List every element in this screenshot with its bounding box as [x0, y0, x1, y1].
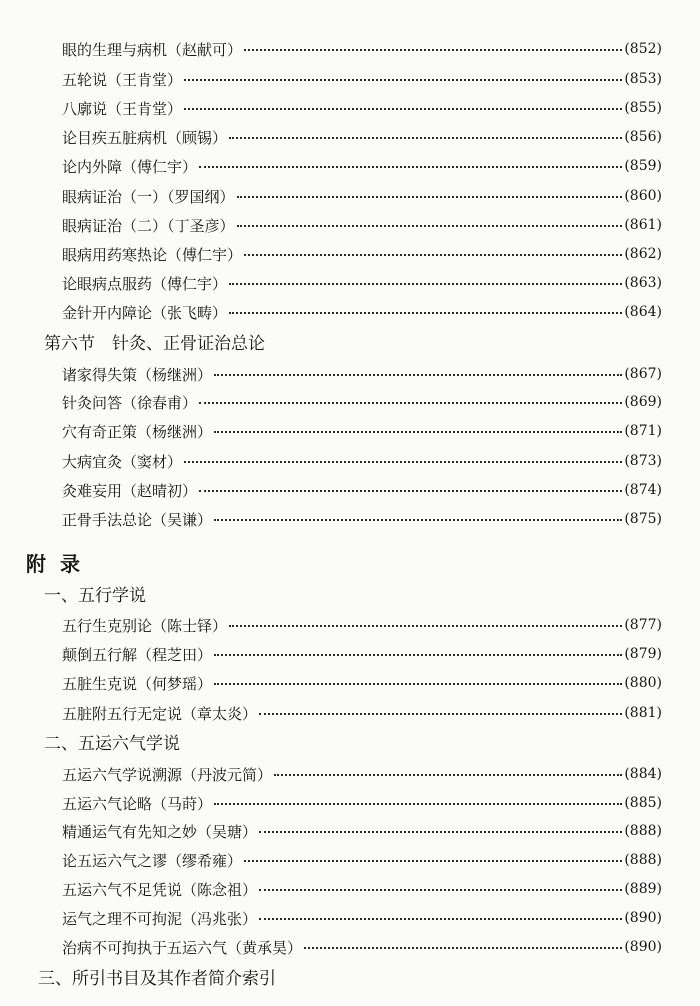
- entry-page: (853): [624, 71, 662, 87]
- entry-title: 论眼病点服药（傅仁宇）: [62, 274, 228, 293]
- entry-title: 五运六气不足凭说（陈念祖）: [62, 880, 258, 899]
- toc-entry: [62, 700, 662, 726]
- leader-dots: [199, 490, 622, 492]
- leader-dots: [229, 283, 622, 285]
- leader-dots: [214, 374, 622, 376]
- toc-entry: [62, 477, 662, 503]
- entry-page: (879): [624, 646, 662, 662]
- toc-entry: [62, 212, 662, 238]
- toc-entry: [62, 241, 662, 267]
- entry-page: (852): [624, 41, 662, 57]
- toc-entry: [62, 670, 662, 696]
- entry-page: (862): [624, 246, 662, 262]
- leader-dots: [244, 254, 622, 256]
- toc-entry: [62, 641, 662, 667]
- entry-title: 眼的生理与病机（赵献可）: [62, 40, 243, 59]
- entry-title: 眼病证治（二）（丁圣彦）: [62, 216, 235, 235]
- toc-entry: [62, 905, 662, 931]
- entry-title: 精通运气有先知之妙（吴瑭）: [62, 822, 258, 841]
- toc-entry: [62, 818, 662, 844]
- toc-entry: [62, 876, 662, 902]
- leader-dots: [244, 860, 622, 862]
- entry-page: (881): [624, 705, 662, 721]
- leader-dots: [244, 49, 622, 51]
- entry-page: (875): [624, 511, 662, 527]
- entry-page: (873): [624, 453, 662, 469]
- leader-dots: [184, 79, 622, 81]
- entry-page: (859): [624, 158, 662, 174]
- entry-title: 灸难妄用（赵晴初）: [62, 481, 198, 500]
- leader-dots: [229, 625, 622, 627]
- toc-entry: [62, 612, 662, 638]
- entry-title: 正骨手法总论（吴谦）: [62, 510, 213, 529]
- toc-entry: [62, 95, 662, 121]
- entry-title: 论内外障（傅仁宇）: [62, 157, 198, 176]
- toc-entry: [62, 790, 662, 816]
- entry-title: 论目疾五脏病机（顾锡）: [62, 128, 228, 147]
- toc-entry: [62, 448, 662, 474]
- toc-entry: [62, 153, 662, 179]
- toc-entry: [62, 418, 662, 444]
- toc-entry: [62, 36, 662, 62]
- part-heading: 三、所引书目及其作者简介索引: [38, 969, 276, 989]
- entry-page: (888): [624, 852, 662, 868]
- entry-title: 治病不可拘执于五运六气（黄承昊）: [62, 938, 303, 957]
- leader-dots: [259, 889, 622, 891]
- entry-title: 金针开内障论（张飞畴）: [62, 303, 228, 322]
- entry-page: (869): [624, 394, 662, 410]
- entry-title: 大病宜灸（窦材）: [62, 452, 183, 471]
- entry-page: (890): [624, 939, 662, 955]
- entry-title: 五运六气论略（马莳）: [62, 794, 213, 813]
- entry-page: (855): [624, 100, 662, 116]
- entry-title: 五脏生克说（何梦瑶）: [62, 674, 213, 693]
- entry-page: (880): [624, 675, 662, 691]
- entry-title: 论五运六气之谬（缪希雍）: [62, 851, 243, 870]
- leader-dots: [214, 803, 622, 805]
- entry-title: 针灸问答（徐春甫）: [62, 393, 198, 412]
- leader-dots: [214, 519, 622, 521]
- entry-title: 五脏附五行无定说（章太炎）: [62, 704, 258, 723]
- leader-dots: [214, 431, 622, 433]
- leader-dots: [259, 918, 622, 920]
- entry-page: (860): [624, 188, 662, 204]
- entry-page: (890): [624, 910, 662, 926]
- toc-entry: [62, 389, 662, 415]
- entry-page: (863): [624, 275, 662, 291]
- leader-dots: [214, 654, 622, 656]
- leader-dots: [199, 166, 622, 168]
- toc-entry: [62, 124, 662, 150]
- entry-title: 诸家得失策（杨继洲）: [62, 365, 213, 384]
- leader-dots: [229, 137, 622, 139]
- toc-entry: [62, 66, 662, 92]
- section-heading: 第六节 针灸、正骨证治总论: [44, 334, 265, 354]
- toc-entry: [62, 847, 662, 873]
- entry-page: (871): [624, 423, 662, 439]
- toc-entry: [62, 361, 662, 387]
- entry-title: 眼病证治（一）（罗国纲）: [62, 187, 235, 206]
- toc-entry: [62, 183, 662, 209]
- part-heading: 一、五行学说: [44, 586, 146, 606]
- entry-title: 运气之理不可拘泥（冯兆张）: [62, 909, 258, 928]
- leader-dots: [199, 402, 622, 404]
- leader-dots: [274, 774, 622, 776]
- entry-title: 颠倒五行解（程芝田）: [62, 645, 213, 664]
- entry-title: 五轮说（王肯堂）: [62, 70, 183, 89]
- entry-page: (856): [624, 129, 662, 145]
- entry-page: (874): [624, 482, 662, 498]
- part-heading: 二、五运六气学说: [44, 734, 180, 754]
- toc-entry: [62, 761, 662, 787]
- leader-dots: [237, 196, 623, 198]
- leader-dots: [229, 312, 622, 314]
- toc-entry: [62, 270, 662, 296]
- entry-page: (877): [624, 617, 662, 633]
- toc-entry: [62, 934, 662, 960]
- leader-dots: [304, 947, 622, 949]
- toc-entry: [62, 299, 662, 325]
- leader-dots: [259, 713, 622, 715]
- entry-page: (889): [624, 881, 662, 897]
- entry-page: (864): [624, 304, 662, 320]
- leader-dots: [184, 461, 622, 463]
- entry-title: 穴有奇正策（杨继洲）: [62, 422, 213, 441]
- leader-dots: [214, 683, 622, 685]
- leader-dots: [259, 831, 622, 833]
- appendix-heading: 附录: [26, 552, 94, 576]
- leader-dots: [237, 225, 623, 227]
- entry-page: (885): [624, 795, 662, 811]
- entry-title: 眼病用药寒热论（傅仁宇）: [62, 245, 243, 264]
- entry-page: (861): [624, 217, 662, 233]
- entry-page: (867): [624, 366, 662, 382]
- entry-page: (884): [624, 766, 662, 782]
- entry-page: (888): [624, 823, 662, 839]
- entry-title: 五行生克别论（陈士铎）: [62, 616, 228, 635]
- entry-title: 五运六气学说溯源（丹波元简）: [62, 765, 273, 784]
- entry-title: 八廓说（王肯堂）: [62, 99, 183, 118]
- leader-dots: [184, 108, 622, 110]
- toc-entry: [62, 506, 662, 532]
